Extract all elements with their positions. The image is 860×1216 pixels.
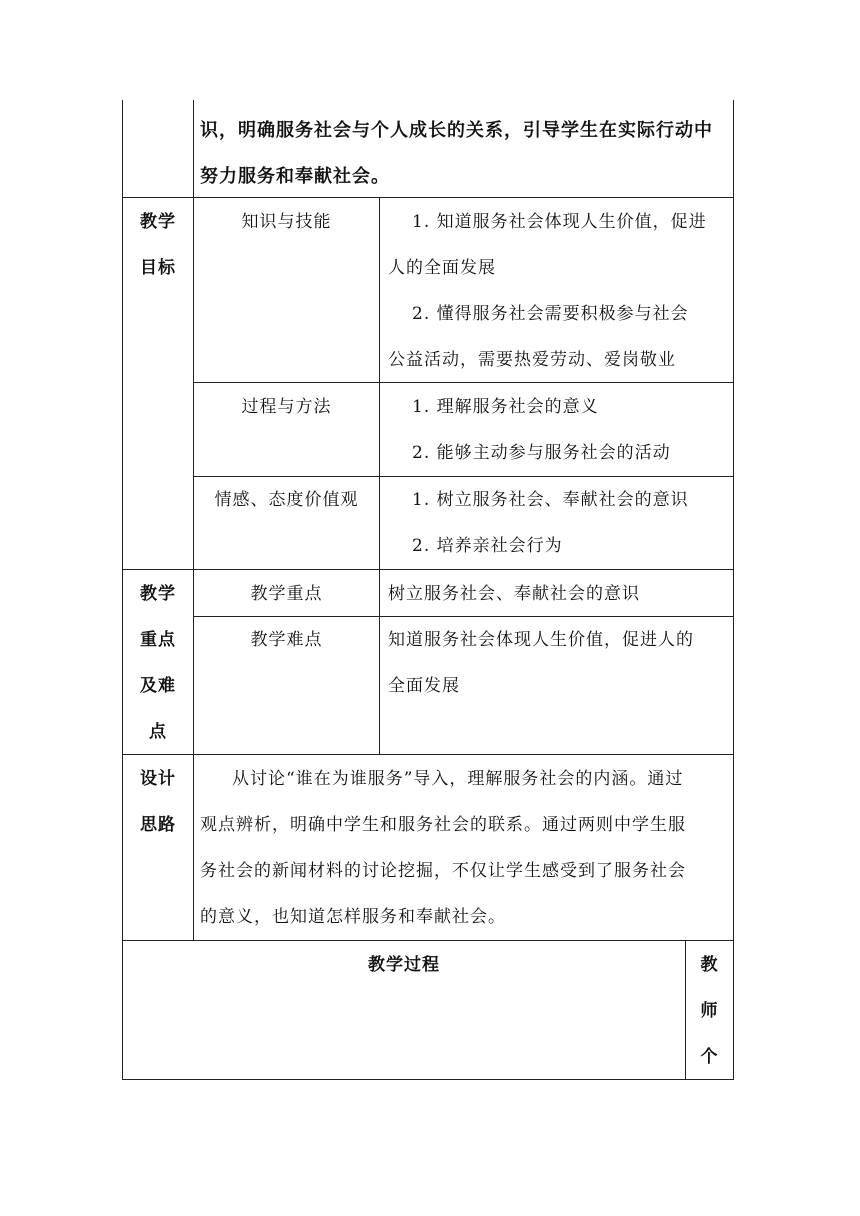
objective-item: 2. 懂得服务社会需要积极参与社会	[412, 304, 689, 324]
intro-line-1: 识，明确服务社会与个人成长的关系，引导学生在实际行动中	[200, 120, 713, 141]
process-side-line-1: 教	[700, 955, 719, 975]
objective-items-process	[388, 384, 732, 476]
key-points-label-line-1: 教学	[140, 584, 176, 604]
objective-category-process: 过程与方法	[241, 397, 332, 417]
design-line: 从讨论“谁在为谁服务”导入，理解服务社会的内涵。通过	[232, 769, 684, 789]
design-line: 务社会的新闻材料的讨论挖掘，不仅让学生感受到了服务社会	[200, 861, 686, 881]
difficulty-line-1: 知道服务社会体现人生价值，促进人的	[388, 630, 694, 650]
process-side-label	[686, 942, 733, 1080]
design-line: 观点辨析，明确中学生和服务社会的联系。通过两则中学生服	[200, 815, 686, 835]
objectives-label-line-1: 教学	[140, 212, 176, 232]
process-side-line-2: 师	[700, 1001, 719, 1021]
objectives-label-line-2: 目标	[140, 258, 176, 278]
key-points-label-line-3: 及难	[140, 676, 176, 696]
design-label	[123, 756, 193, 848]
process-title: 教学过程	[368, 955, 440, 975]
difficulty-text	[388, 617, 732, 709]
objective-item: 人的全面发展	[388, 258, 496, 278]
design-label-line-1: 设计	[140, 769, 176, 789]
objective-item: 公益活动，需要热爱劳动、爱岗敬业	[388, 350, 676, 370]
difficulty-line-2: 全面发展	[388, 676, 460, 696]
objectives-label	[123, 199, 193, 291]
objective-item: 1. 知道服务社会体现人生价值，促进	[412, 212, 707, 232]
design-label-line-2: 思路	[140, 815, 176, 835]
difficulty-label: 教学难点	[250, 630, 323, 650]
objective-item: 2. 培养亲社会行为	[412, 536, 563, 556]
focus-label: 教学重点	[250, 584, 323, 604]
intro-line-2: 努力服务和奉献社会。	[200, 166, 390, 187]
row-divider-design	[122, 940, 734, 941]
objective-category-knowledge: 知识与技能	[241, 212, 332, 232]
table-border-right	[733, 100, 734, 1080]
objective-item: 1. 树立服务社会、奉献社会的意识	[412, 490, 689, 510]
objective-items-knowledge	[388, 199, 732, 383]
intro-text	[200, 108, 732, 200]
table-border-bottom	[122, 1079, 734, 1080]
objective-items-attitude	[388, 477, 732, 569]
design-line: 的意义，也知道怎样服务和奉献社会。	[200, 907, 506, 927]
focus-text: 树立服务社会、奉献社会的意识	[388, 584, 640, 604]
key-points-label-line-4: 点	[149, 722, 167, 742]
objective-category-attitude: 情感、态度价值观	[214, 490, 359, 510]
row-divider-keypoints	[122, 754, 734, 755]
design-text	[200, 756, 732, 940]
row-divider-objectives	[122, 569, 734, 570]
objective-item: 2. 能够主动参与服务社会的活动	[412, 443, 671, 463]
key-points-label-line-2: 重点	[140, 630, 176, 650]
objective-item: 1. 理解服务社会的意义	[412, 397, 599, 417]
process-side-line-3: 个	[700, 1047, 719, 1067]
key-points-label	[123, 571, 193, 755]
